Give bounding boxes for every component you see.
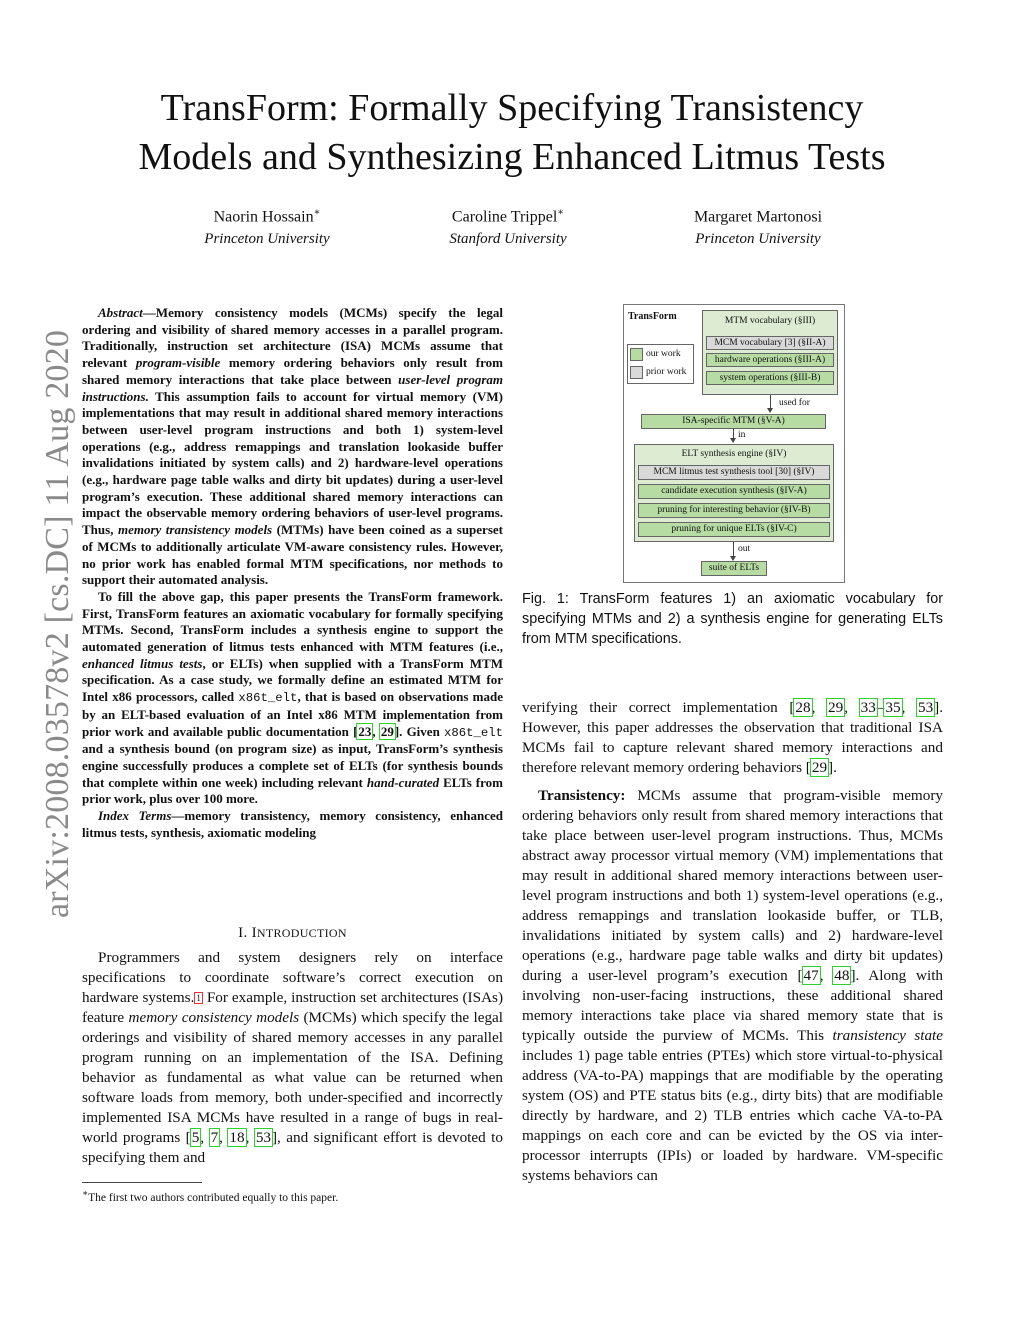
in-label: in [738,430,746,440]
introduction-text: Programmers and system designers rely on interface specifications to coordinate software’s correct execution on hardware systems. $^1$ For example, instruction set architectures (ISAs) feature memory consistency models (MCMs) which specify the legal orderings and visibility of shared memory accesses in any parallel program running on an implementation of the ISA. Defining behavior as fundamental as what value can be returned when software loads from memory, both under-specified and incorrectly implemented ISA MCMs have resulted in a range of bugs in real-world programs [5, 7, 18, 53], and significant effort is devoted to specifying them and [82,949,504,1166]
paragraph: verifying their correct implementation [28, 29, 33–35, 53]. However, this paper addresses the observation that traditional ISA MCMs fail to capture relevant shared memory interactions and therefore relevant memory ordering behaviors [29]. [522,699,944,776]
vocabulary-title: MTM vocabulary (§III) [724,316,816,326]
abstract-paragraph-2: To fill the above gap, this paper presents the TransForm framework. First, TransForm features an axiomatic vocabulary for formally specifying MTMs. Second, TransForm includes a synthesis engine to support the automated generation of litmus tests enhanced with MTM features (i.e., enhanced litmus tests, or ELTs) when supplied with a TransForm MTM specification. As a case study, we formally define an estimated MTM for Intel x86 processors, called x86t_elt, that is based on observations made by an ELT-based evaluation of an Intel x86 MTM implementation from prior work and available public documentation [23, 29]. Given x86t_elt and a synthesis bound (on program size) as input, TransForm’s synthesis engine successfully produces a complete set of ELTs (for synthesis bounds that complete within one week) including relevant hand-curated ELTs from prior work, plus over 100 more. [82,588,504,807]
citation-link[interactable]: 33 [860,699,876,716]
engine-title: ELT synthesis engine (§IV) [681,449,787,459]
out-label: out [738,544,751,554]
paper-title [0,84,1024,182]
index-terms: Index Terms—memory transistency, memory consistency, enhanced litmus tests, synthesis, axiomatic modeling [82,808,504,840]
engine-item-litmus-tool: MCM litmus test synthesis tool [30] (§IV) [638,465,830,480]
citation-link[interactable]: 18 [229,1129,245,1146]
abstract [82,305,503,842]
citation-link[interactable]: 29 [828,699,844,716]
citation-link[interactable]: 29 [811,759,828,776]
right-column-text [522,698,943,1186]
figure-header: TransForm [628,311,677,322]
citation-link[interactable]: 7 [210,1129,219,1146]
citation-link[interactable]: 53 [917,699,934,716]
engine-item-pruning-unique: pruning for unique ELTs (§IV-C) [638,522,830,537]
legend-label-prior: prior work [646,367,687,377]
suite-of-elts-box: suite of ELTs [701,561,767,576]
legend-label-ours: our work [646,349,681,359]
citation-link[interactable]: 35 [885,699,901,716]
title-line-1: TransForm: Formally Specifying Transistency [160,87,864,129]
citation-link[interactable]: 53 [255,1129,271,1146]
author-name: Margaret Martonosi [693,208,823,226]
citation-link[interactable]: 48 [834,967,850,984]
title-line-2: Models and Synthesizing Enhanced Litmus Tests [138,136,886,178]
footnote-rule [82,1182,202,1183]
footnote-marker[interactable]: 1 [196,993,201,1003]
paragraph: Transistency: MCMs assume that program-visible memory ordering behaviors only result from shared memory interactions that take place between user-level program instructions. Thus, MCMs abstract away processor virtual memory (VM) implementations that may result in additional shared memory interactions between user-level program instructions and both 1) system-level operations (e.g., address remappings and translation lookaside buffer, or TLB, invalidations initiated by system calls) and 2) hardware-level operations (e.g., hardware page table walks and dirty bit updates) during a user-level program’s execution [47, 48]. Along with involving non-user-facing instructions, these additional shared memory interactions take place via shared memory state that is typically outside the purview of MCMs. This transistency state includes 1) page table entries (PTEs) which store virtual-to-physical address (VA-to-PA) mappings that are modifiable by the operating system (OS) and PTE status bits (e.g., dirty bits) that are modifiable directly by hardware, and 2) TLB entries which cache VA-to-PA mappings on each core and can be evicted by the OS via inter-processor interrupts (IPIs) or loaded by hardware. VM-specific systems behaviors can [522,787,944,1184]
engine-item-candidate: candidate execution synthesis (§IV-A) [638,484,830,499]
vocab-item-mcm: MCM vocabulary [3] (§II-A) [706,336,834,350]
citation-link[interactable]: 29 [380,723,394,739]
engine-item-pruning-interesting: pruning for interesting behavior (§IV-B) [638,503,830,518]
author-block-1 [142,202,392,250]
author-affiliation: Princeton University [695,231,821,248]
citation-link[interactable]: 28 [795,699,811,716]
citation-link[interactable]: 47 [803,967,819,984]
arrow-icon [730,438,736,443]
vocab-item-system: system operations (§III-B) [706,371,834,385]
author-name: Naorin Hossain∗ [213,207,321,226]
figure-caption: Fig. 1: TransForm features 1) an axiomatic vocabulary for specifying MTMs and 2) a synthesis engine for generating ELTs from MTM specifications. [522,591,943,647]
author-block-3 [633,202,883,250]
figure-1 [623,304,845,583]
section-heading: I. INTRODUCTION [238,925,347,941]
legend-frame [627,344,694,384]
author-affiliation: Stanford University [449,231,567,248]
citation-link[interactable]: 5 [191,1129,200,1146]
author-block-2 [383,202,633,250]
abstract-paragraph-1: Abstract—Memory consistency models (MCMs) specify the legal ordering and visibility of shared memory accesses in a parallel program. Traditionally, instruction set architecture (ISA) MCMs assume that relevant program-visible memory ordering behaviors only result from shared memory interactions that take place between user-level program instructions. This assumption fails to account for virtual memory (VM) implementations that may result in additional shared memory interactions between user-level program instructions and both 1) system-level operations (e.g., address remappings and translation lookaside buffer invalidations initiated by system calls) and 2) hardware-level operations (e.g., hardware page table walks and dirty bit updates) during a user-level program’s execution. These additional shared memory interactions can impact the observable memory ordering behaviors of user-level programs. Thus, memory transistency models (MTMs) have been coined as a superset of MCMs to additionally articulate VM-aware consistency rules. However, no prior work has enabled formal MTM specifications, nor methods to support their automated analysis. [82,305,503,588]
author-name: Caroline Trippel∗ [451,207,565,226]
author-affiliation: Princeton University [204,231,330,248]
arrow-icon [767,408,773,413]
footnote: ∗The first two authors contributed equally to this paper. [82,1188,339,1204]
citation-link[interactable]: 23 [358,723,372,739]
vocab-item-hardware: hardware operations (§III-A) [706,353,834,367]
isa-mtm-box: ISA-specific MTM (§V-A) [641,414,826,429]
used-for-label: used for [779,398,810,408]
arxiv-stamp: arXiv:2008.03578v2 [cs.DC] 11 Aug 2020 [39,329,76,919]
